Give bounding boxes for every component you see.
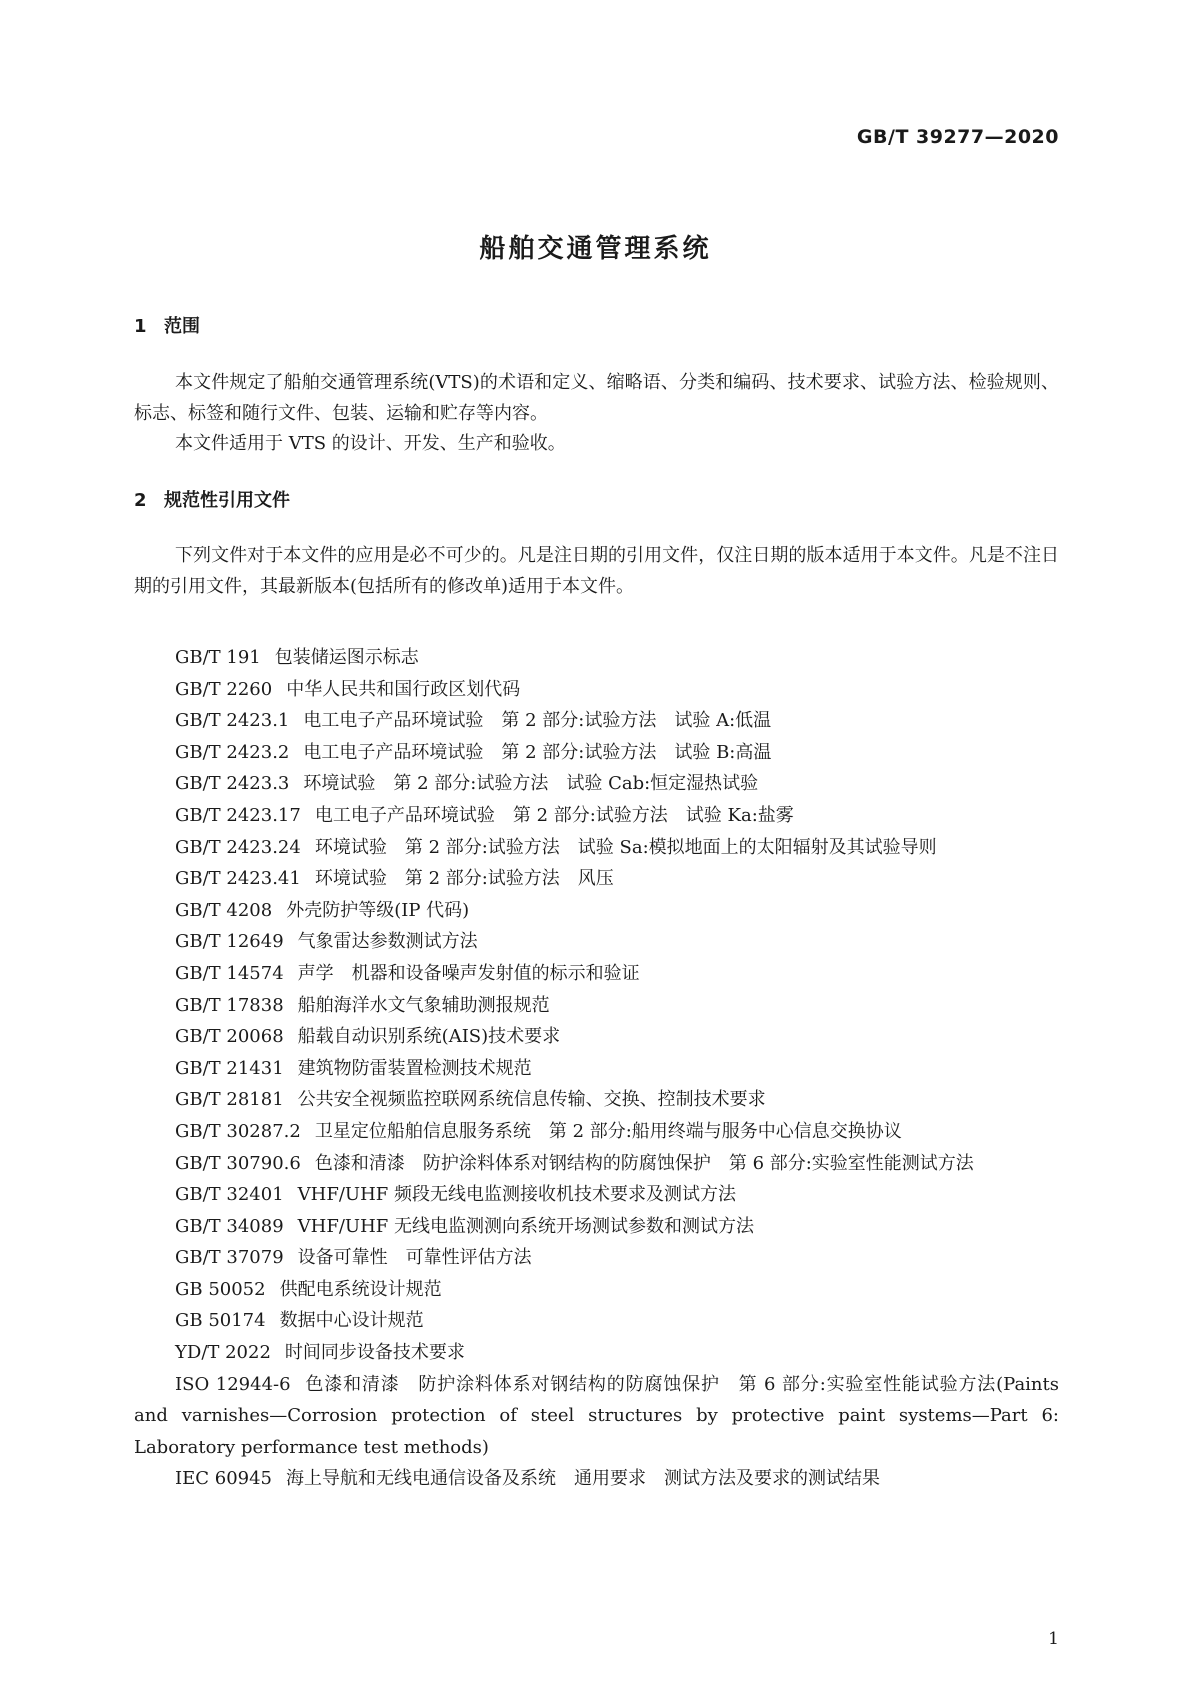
reference-title: 数据中心设计规范 (279, 1310, 424, 1332)
reference-title: 色漆和清漆 防护涂料体系对钢结构的防腐蚀保护 第 6 部分:实验室性能试验方法(Paints and varnishes—Corrosion protection of steel structures by protective paint systems—Part 6: Laboratory performance test methods) (134, 1373, 1059, 1458)
reference-code: GB/T 21431 (175, 1057, 284, 1079)
reference-title: 外壳防护等级(IP 代码) (286, 899, 470, 921)
reference-title: 色漆和清漆 防护涂料体系对钢结构的防腐蚀保护 第 6 部分:实验室性能测试方法 (314, 1152, 974, 1174)
page-number: 1 (1048, 1629, 1059, 1649)
reference-code: GB/T 32401 (175, 1184, 284, 1206)
reference-code: GB/T 2423.3 (175, 773, 290, 795)
reference-item (134, 1084, 1059, 1116)
reference-code: IEC 60945 (175, 1468, 273, 1490)
reference-title: VHF/UHF 频段无线电监测接收机技术要求及测试方法 (297, 1184, 736, 1206)
reference-code: GB/T 2423.24 (175, 836, 301, 858)
scope-paragraph-1: 本文件规定了船舶交通管理系统(VTS)的术语和定义、缩略语、分类和编码、技术要求、试验方法、检验规则、标志、标签和随行文件、包装、运输和贮存等内容。 (134, 372, 1059, 424)
reference-code: GB/T 2260 (175, 678, 273, 700)
reference-code: GB/T 34089 (175, 1215, 284, 1237)
reference-title: 设备可靠性 可靠性评估方法 (297, 1247, 532, 1269)
reference-code: GB/T 30287.2 (175, 1120, 301, 1142)
reference-item (134, 958, 1059, 990)
reference-item (134, 1274, 1059, 1306)
reference-title: 船舶海洋水文气象辅助测报规范 (297, 994, 550, 1016)
reference-title: 气象雷达参数测试方法 (297, 931, 478, 953)
reference-code: GB/T 2423.17 (175, 804, 301, 826)
reference-item (134, 705, 1059, 737)
reference-title: 电工电子产品环境试验 第 2 部分:试验方法 试验 A:低温 (303, 710, 772, 732)
reference-item (134, 895, 1059, 927)
reference-code: GB/T 37079 (175, 1247, 284, 1269)
reference-item (134, 832, 1059, 864)
reference-code: GB/T 4208 (175, 899, 273, 921)
reference-item (134, 737, 1059, 769)
reference-list (134, 642, 1059, 1495)
reference-code: GB/T 191 (175, 647, 261, 668)
reference-title: 公共安全视频监控联网系统信息传输、交换、控制技术要求 (297, 1089, 766, 1111)
section-2-number: 2 (134, 490, 147, 511)
reference-code: YD/T 2022 (175, 1342, 271, 1364)
reference-item (134, 1337, 1059, 1369)
reference-item (134, 1211, 1059, 1243)
reference-item (134, 800, 1059, 832)
reference-code: GB 50052 (175, 1278, 266, 1300)
standard-number: GB/T 39277—2020 (856, 126, 1059, 148)
reference-title: 建筑物防雷装置检测技术规范 (297, 1057, 532, 1079)
reference-title: 电工电子产品环境试验 第 2 部分:试验方法 试验 B:高温 (303, 741, 772, 763)
reference-code: GB/T 14574 (175, 962, 284, 984)
reference-code: ISO 12944-6 (175, 1373, 291, 1395)
reference-title: 声学 机器和设备噪声发射值的标示和验证 (297, 962, 640, 984)
reference-item (134, 1116, 1059, 1148)
reference-title: VHF/UHF 无线电监测测向系统开场测试参数和测试方法 (297, 1215, 754, 1237)
reference-item (134, 674, 1059, 706)
reference-title: 卫星定位船舶信息服务系统 第 2 部分:船用终端与服务中心信息交换协议 (314, 1120, 902, 1142)
reference-item (134, 1242, 1059, 1274)
document-title: 船舶交通管理系统 (479, 234, 712, 264)
reference-item (134, 990, 1059, 1022)
reference-code: GB/T 20068 (175, 1026, 284, 1048)
reference-title: 电工电子产品环境试验 第 2 部分:试验方法 试验 Ka:盐雾 (314, 804, 794, 826)
scope-paragraph-2: 本文件适用于 VTS 的设计、开发、生产和验收。 (175, 433, 566, 454)
reference-code: GB/T 12649 (175, 931, 284, 953)
reference-item (134, 1179, 1059, 1211)
section-1-heading (134, 312, 200, 338)
section-2-heading (134, 486, 290, 512)
section-1-number: 1 (134, 316, 147, 337)
reference-title: 供配电系统设计规范 (279, 1278, 442, 1300)
reference-title: 环境试验 第 2 部分:试验方法 风压 (314, 868, 614, 890)
reference-code: GB/T 2423.1 (175, 710, 290, 732)
reference-code: GB 50174 (175, 1310, 266, 1332)
reference-item (134, 863, 1059, 895)
reference-item (134, 768, 1059, 800)
reference-item (134, 1369, 1059, 1464)
reference-code: GB/T 30790.6 (175, 1152, 301, 1174)
reference-item (134, 1148, 1059, 1180)
reference-title: 环境试验 第 2 部分:试验方法 试验 Cab:恒定湿热试验 (303, 773, 759, 795)
reference-title: 时间同步设备技术要求 (284, 1342, 465, 1364)
section-2-title: 规范性引用文件 (164, 490, 290, 511)
reference-title: 环境试验 第 2 部分:试验方法 试验 Sa:模拟地面上的太阳辐射及其试验导则 (314, 836, 937, 858)
reference-title: 中华人民共和国行政区划代码 (286, 678, 521, 700)
reference-code: GB/T 28181 (175, 1089, 284, 1111)
reference-item (134, 1053, 1059, 1085)
reference-code: GB/T 17838 (175, 994, 284, 1016)
reference-code: GB/T 2423.41 (175, 868, 301, 890)
reference-title: 包装储运图示标志 (274, 647, 419, 668)
reference-code: GB/T 2423.2 (175, 741, 290, 763)
reference-item (134, 926, 1059, 958)
reference-title: 海上导航和无线电通信设备及系统 通用要求 测试方法及要求的测试结果 (286, 1468, 881, 1490)
reference-item (134, 642, 1059, 674)
reference-title: 船载自动识别系统(AIS)技术要求 (297, 1026, 561, 1048)
section-1-title: 范围 (164, 316, 200, 337)
references-intro: 下列文件对于本文件的应用是必不可少的。凡是注日期的引用文件，仅注日期的版本适用于本文件。凡是不注日期的引用文件，其最新版本(包括所有的修改单)适用于本文件。 (134, 545, 1059, 597)
reference-item (134, 1021, 1059, 1053)
reference-item (134, 1305, 1059, 1337)
reference-item (134, 1463, 1059, 1495)
